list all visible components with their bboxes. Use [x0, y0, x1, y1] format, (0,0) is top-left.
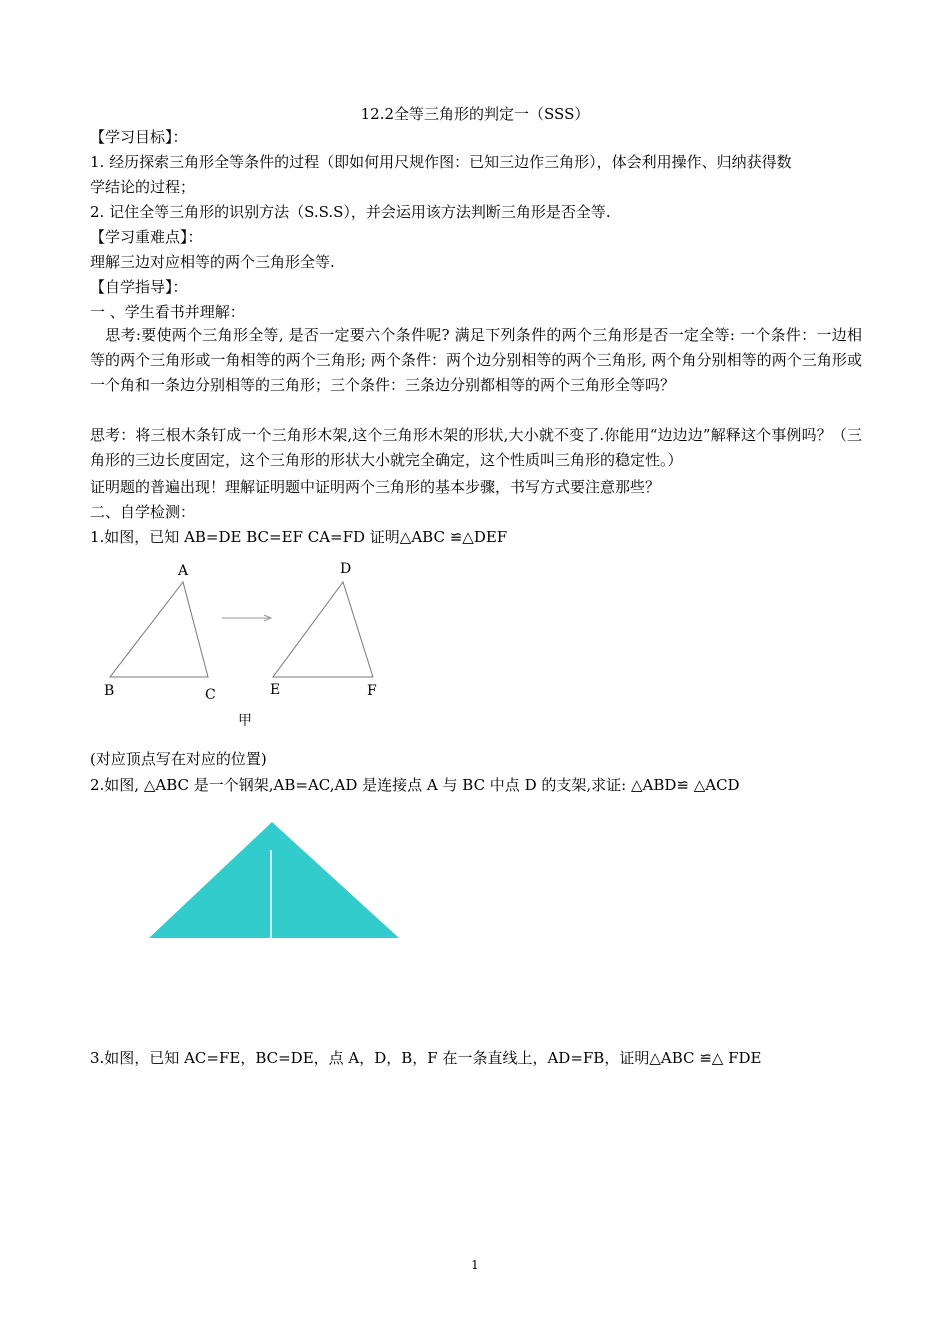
- figure-steel-frame: [140, 815, 410, 945]
- think2-paragraph: 思考：将三根木条钉成一个三角形木架,这个三角形木架的形状,大小就不变了.你能用“边边边”解释这个事例吗？（三角形的三边长度固定，这个三角形的形状大小就完全确定，这个性质叫三角形的稳定性。）: [90, 426, 862, 469]
- proof-note: 证明题的普遍出现！理解证明题中证明两个三角形的基本步骤，书写方式要注意那些？: [90, 478, 661, 496]
- label-f: F: [367, 683, 377, 699]
- question-1-note: (对应顶点写在对应的位置): [90, 750, 267, 768]
- key-text: 理解三边对应相等的两个三角形全等.: [90, 253, 335, 271]
- guide-heading: 【自学指导】：: [90, 278, 188, 296]
- question-3: 3.如图，已知 AC=FE，BC=DE，点 A，D，B，F 在一条直线上，AD=FB，证明△ABC ≌△ FDE: [90, 1049, 762, 1067]
- goal1-line2: 学结论的过程；: [90, 178, 196, 196]
- label-a: A: [178, 563, 189, 579]
- goal1-line1: 1. 经历探索三角形全等条件的过程（即如何用尺规作图：已知三边作三角形），体会利用操作、归纳获得数: [90, 153, 792, 171]
- goal2: 2. 记住全等三角形的识别方法（S.S.S），并会运用该方法判断三角形是否全等.: [90, 203, 611, 221]
- triangle-abc-filled: [149, 822, 399, 938]
- label-c: C: [205, 687, 216, 703]
- question-1: 1.如图，已知 AB=DE BC=EF CA=FD 证明△ABC ≌△DEF: [90, 528, 508, 546]
- figure-caption: 甲: [238, 713, 252, 729]
- triangle-def: [273, 582, 373, 677]
- label-b: B: [104, 683, 115, 699]
- part2-heading: 二、自学检测：: [90, 503, 196, 521]
- question-2: 2.如图, △ABC 是一个钢架,AB=AC,AD 是连接点 A 与 BC 中点 D 的支架,求证: △ABD≌ △ACD: [90, 776, 740, 794]
- goals-heading: 【学习目标】：: [90, 128, 188, 146]
- label-e: E: [270, 682, 281, 698]
- part1-heading: 一 、学生看书并理解：: [90, 303, 245, 321]
- label-d: D: [340, 561, 352, 577]
- key-heading: 【学习重难点】：: [90, 228, 203, 246]
- page-title: 12.2全等三角形的判定一（SSS）: [360, 105, 590, 123]
- triangle-abc: [110, 582, 208, 677]
- think1-paragraph: 思考:要使两个三角形全等, 是否一定要六个条件呢? 满足下列条件的两个三角形是否一定全等: 一个条件：一边相等的两个三角形或一角相等的两个三角形; 两个条件：两个边分别相等的两个三角形, 两个角分别相等的两个三角形或一个角和一条边分别相等的三角形；三个条件：三条边分别都相等的两个三角形全等吗？: [90, 326, 862, 394]
- page-number: 1: [471, 1258, 479, 1272]
- figure-triangles-abc-def: [90, 555, 410, 735]
